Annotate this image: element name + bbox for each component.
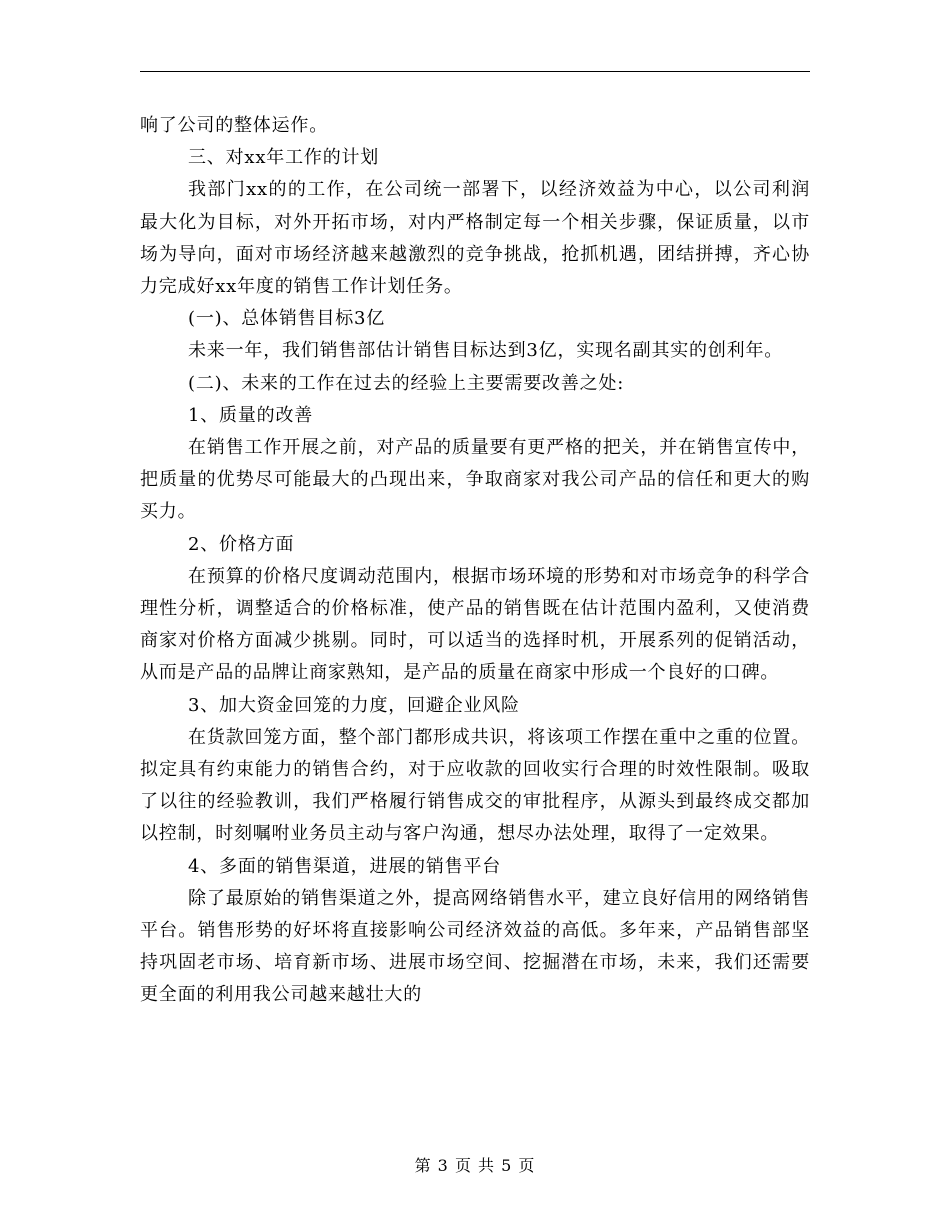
subheading-improvements: (二)、未来的工作在过去的经验上主要需要改善之处:	[188, 372, 625, 394]
item-heading-channels: 4、多面的销售渠道，进展的销售平台	[188, 855, 502, 877]
paragraph-continuation: 响了公司的整体运作。	[140, 115, 328, 136]
paragraph-price: 在预算的价格尺度调动范围内，根据市场环境的形势和对市场竞争的科学合理性分析，调整适合的价格标准，使产品的销售既在估计范围内盈利，又使消费商家对价格方面减少挑剔。同时，可以适当的选择时机，开展系列的促销活动，从而是产品的品牌让商家熟知，是产品的质量在商家中形成一个良好的口碑。	[140, 565, 810, 684]
page-number: 第 3 页 共 5 页	[414, 1156, 536, 1175]
paragraph-sales-target: 未来一年，我们销售部估计销售目标达到3亿，实现名副其实的创利年。	[188, 340, 784, 362]
paragraph-department-work: 我部门xx的的工作，在公司统一部署下，以经济效益为中心，以公司利润最大化为目标，对外开拓市场，对内严格制定每一个相关步骤，保证质量，以市场为导向，面对市场经济越来越激烈的竞争挑战，抢抓机遇，团结拼搏，齐心协力完成好xx年度的销售工作计划任务。	[140, 179, 810, 298]
page-footer	[0, 1156, 950, 1176]
item-heading-price: 2、价格方面	[188, 533, 295, 555]
document-body	[140, 110, 810, 1012]
section-heading-plan: 三、对xx年工作的计划	[188, 147, 380, 169]
item-heading-funds: 3、加大资金回笼的力度，回避企业风险	[188, 694, 520, 716]
header-rule	[140, 71, 810, 72]
paragraph-funds: 在货款回笼方面，整个部门都形成共识，将该项工作摆在重中之重的位置。拟定具有约束能力的销售合约，对于应收款的回收实行合理的时效性限制。吸取了以往的经验教训，我们严格履行销售成交的审批程序，从源头到最终成交都加以控制，时刻嘱咐业务员主动与客户沟通，想尽办法处理，取得了一定效果。	[140, 726, 810, 845]
subheading-sales-target: (一)、总体销售目标3亿	[188, 308, 386, 330]
paragraph-quality: 在销售工作开展之前，对产品的质量要有更严格的把关，并在销售宣传中，把质量的优势尽可能最大的凸现出来，争取商家对我公司产品的信任和更大的购买力。	[140, 437, 810, 523]
item-heading-quality: 1、质量的改善	[188, 404, 314, 426]
paragraph-channels: 除了最原始的销售渠道之外，提高网络销售水平，建立良好信用的网络销售平台。销售形势的好坏将直接影响公司经济效益的高低。多年来，产品销售部坚持巩固老市场、培育新市场、进展市场空间、挖掘潜在市场，未来，我们还需要更全面的利用我公司越来越壮大的	[140, 887, 810, 1006]
